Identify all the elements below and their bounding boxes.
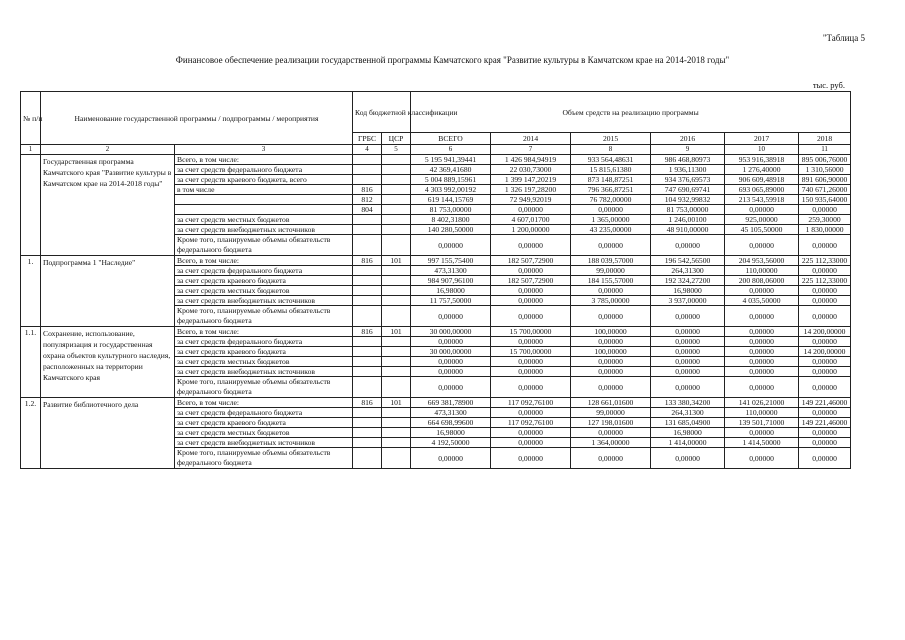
amount-total: 0,00000 [411, 235, 491, 256]
amount-2017: 0,00000 [725, 337, 799, 347]
table-header [21, 92, 851, 155]
amount-total: 984 907,96100 [411, 276, 491, 286]
amount-2014: 1 399 147,20219 [491, 175, 571, 185]
funding-source-label: за счет средств краевого бюджета [175, 418, 353, 428]
funding-source-label: Всего, в том числе: [175, 327, 353, 337]
amount-2016: 16,98000 [651, 428, 725, 438]
csr-code [382, 286, 411, 296]
column-number: 4 [353, 145, 382, 155]
amount-2018: 14 200,00000 [799, 327, 851, 337]
amount-2014: 0,00000 [491, 205, 571, 215]
amount-total: 4 303 992,00192 [411, 185, 491, 195]
grbs-code [353, 367, 382, 377]
amount-2018: 0,00000 [799, 296, 851, 306]
grbs-code [353, 438, 382, 448]
grbs-code [353, 448, 382, 469]
amount-2015: 184 155,57000 [571, 276, 651, 286]
amount-2018: 0,00000 [799, 377, 851, 398]
csr-code [382, 215, 411, 225]
funding-source-label: за счет средств внебюджетных источников [175, 438, 353, 448]
amount-total: 11 757,50000 [411, 296, 491, 306]
amount-2018: 0,00000 [799, 428, 851, 438]
funding-source-label: за счет средств краевого бюджета, всего [175, 175, 353, 185]
csr-code [382, 438, 411, 448]
grbs-code [353, 357, 382, 367]
amount-2015: 3 785,00000 [571, 296, 651, 306]
column-number: 10 [725, 145, 799, 155]
amount-2017: 1 414,50000 [725, 438, 799, 448]
funding-source-label: Всего, в том числе: [175, 256, 353, 266]
amount-2015: 100,00000 [571, 347, 651, 357]
amount-2018: 14 200,00000 [799, 347, 851, 357]
amount-total: 30 000,00000 [411, 327, 491, 337]
table-label: "Таблица 5 [822, 33, 865, 43]
amount-2016: 81 753,00000 [651, 205, 725, 215]
csr-code [382, 347, 411, 357]
column-number: 2 [41, 145, 175, 155]
amount-2018: 891 606,90000 [799, 175, 851, 185]
amount-total: 0,00000 [411, 337, 491, 347]
financing-table [20, 91, 851, 469]
amount-total: 42 369,41680 [411, 165, 491, 175]
amount-2016: 986 468,80973 [651, 155, 725, 165]
amount-total: 8 402,31800 [411, 215, 491, 225]
amount-2018: 225 112,33000 [799, 276, 851, 286]
grbs-code [353, 286, 382, 296]
grbs-code [353, 337, 382, 347]
column-number: 7 [491, 145, 571, 155]
amount-2018: 0,00000 [799, 306, 851, 327]
amount-2016: 0,00000 [651, 347, 725, 357]
amount-2017: 1 276,40000 [725, 165, 799, 175]
amount-2015: 0,00000 [571, 286, 651, 296]
grbs-code [353, 408, 382, 418]
amount-2018: 0,00000 [799, 357, 851, 367]
amount-2018: 0,00000 [799, 408, 851, 418]
amount-2014: 1 200,00000 [491, 225, 571, 235]
funding-source-label: за счет средств федерального бюджета [175, 408, 353, 418]
amount-2018: 0,00000 [799, 266, 851, 276]
csr-code [382, 337, 411, 347]
table-row [21, 398, 851, 408]
amount-2016: 0,00000 [651, 327, 725, 337]
amount-2016: 747 690,69741 [651, 185, 725, 195]
csr-code [382, 165, 411, 175]
amount-2015: 0,00000 [571, 337, 651, 347]
amount-2016: 48 910,00000 [651, 225, 725, 235]
csr-code [382, 448, 411, 469]
csr-code [382, 266, 411, 276]
csr-code [382, 408, 411, 418]
amount-2017: 0,00000 [725, 235, 799, 256]
amount-total: 4 192,50000 [411, 438, 491, 448]
csr-code: 101 [382, 327, 411, 337]
amount-2017: 906 609,48918 [725, 175, 799, 185]
grbs-code [353, 276, 382, 286]
amount-2014: 0,00000 [491, 367, 571, 377]
grbs-code: 816 [353, 327, 382, 337]
header-year-2018: 2018 [799, 133, 851, 145]
grbs-code: 812 [353, 195, 382, 205]
grbs-code: 816 [353, 256, 382, 266]
amount-2016: 264,31300 [651, 266, 725, 276]
funding-source-label: за счет средств федерального бюджета [175, 337, 353, 347]
csr-code [382, 367, 411, 377]
amount-2018: 1 830,00000 [799, 225, 851, 235]
amount-2018: 0,00000 [799, 448, 851, 469]
amount-2018: 225 112,33000 [799, 256, 851, 266]
funding-source-label: за счет средств внебюджетных источников [175, 296, 353, 306]
amount-2018: 740 671,26000 [799, 185, 851, 195]
amount-2018: 0,00000 [799, 205, 851, 215]
amount-2015: 0,00000 [571, 428, 651, 438]
row-number: 1.2. [21, 398, 41, 469]
amount-2017: 925,00000 [725, 215, 799, 225]
csr-code [382, 195, 411, 205]
csr-code [382, 377, 411, 398]
amount-2018: 895 006,76000 [799, 155, 851, 165]
funding-source-label: Кроме того, планируемые объемы обязательств федерального бюджета [175, 306, 353, 327]
grbs-code: 816 [353, 398, 382, 408]
amount-2016: 16,98000 [651, 286, 725, 296]
csr-code [382, 296, 411, 306]
column-number: 1 [21, 145, 41, 155]
program-name: Государственная программа Камчатского края "Развитие культуры в Камчатском крае на 2014-2018 годы" [41, 155, 175, 256]
funding-source-label: Кроме того, планируемые объемы обязательств федерального бюджета [175, 377, 353, 398]
amount-2015: 76 782,00000 [571, 195, 651, 205]
csr-code [382, 306, 411, 327]
column-number: 9 [651, 145, 725, 155]
column-numbers-row [21, 145, 851, 155]
grbs-code: 804 [353, 205, 382, 215]
amount-2018: 0,00000 [799, 337, 851, 347]
amount-2016: 934 376,69573 [651, 175, 725, 185]
row-number: 1. [21, 256, 41, 327]
header-year-2015: 2015 [571, 133, 651, 145]
amount-2015: 0,00000 [571, 357, 651, 367]
amount-2015: 128 661,01600 [571, 398, 651, 408]
csr-code [382, 225, 411, 235]
table-row [21, 155, 851, 165]
row-number: 1.1. [21, 327, 41, 398]
grbs-code [353, 266, 382, 276]
table-body [21, 155, 851, 469]
amount-total: 5 195 941,39441 [411, 155, 491, 165]
amount-total: 0,00000 [411, 306, 491, 327]
funding-source-label: Кроме того, планируемые объемы обязательств федерального бюджета [175, 448, 353, 469]
column-number: 8 [571, 145, 651, 155]
table-row [21, 327, 851, 337]
amount-2016: 3 937,00000 [651, 296, 725, 306]
amount-2018: 150 935,64000 [799, 195, 851, 205]
amount-total: 0,00000 [411, 367, 491, 377]
grbs-code [353, 175, 382, 185]
amount-2018: 1 310,56000 [799, 165, 851, 175]
amount-2017: 0,00000 [725, 327, 799, 337]
funding-source-label: за счет средств внебюджетных источников [175, 225, 353, 235]
units-label: тыс. руб. [812, 80, 845, 90]
amount-2015: 99,00000 [571, 266, 651, 276]
amount-2016: 196 542,56500 [651, 256, 725, 266]
grbs-code [353, 235, 382, 256]
header-num: № п/п [21, 92, 41, 145]
amount-2017: 204 953,56000 [725, 256, 799, 266]
amount-2015: 1 365,00000 [571, 215, 651, 225]
program-name: Сохранение, использование, популяризация и государственная охрана объектов культурного наследия, расположенных на территории Камчатского края [41, 327, 175, 398]
amount-2014: 0,00000 [491, 306, 571, 327]
grbs-code [353, 418, 382, 428]
column-number: 3 [175, 145, 353, 155]
amount-total: 16,98000 [411, 428, 491, 438]
header-total: ВСЕГО [411, 133, 491, 145]
amount-total: 81 753,00000 [411, 205, 491, 215]
amount-2014: 182 507,72900 [491, 256, 571, 266]
csr-code: 101 [382, 398, 411, 408]
amount-2016: 0,00000 [651, 377, 725, 398]
amount-2015: 15 815,61380 [571, 165, 651, 175]
amount-2016: 0,00000 [651, 367, 725, 377]
funding-source-label [175, 195, 353, 205]
amount-2014: 0,00000 [491, 428, 571, 438]
amount-2017: 0,00000 [725, 428, 799, 438]
funding-source-label: Всего, в том числе: [175, 155, 353, 165]
amount-2017: 0,00000 [725, 347, 799, 357]
funding-source-label: за счет средств краевого бюджета [175, 347, 353, 357]
column-number: 5 [382, 145, 411, 155]
amount-2014: 15 700,00000 [491, 327, 571, 337]
amount-2016: 1 246,00100 [651, 215, 725, 225]
amount-2014: 117 092,76100 [491, 398, 571, 408]
amount-2016: 0,00000 [651, 357, 725, 367]
amount-2015: 100,00000 [571, 327, 651, 337]
amount-2014: 117 092,76100 [491, 418, 571, 428]
amount-2014: 72 949,92019 [491, 195, 571, 205]
amount-2014: 0,00000 [491, 266, 571, 276]
amount-2015: 0,00000 [571, 205, 651, 215]
funding-source-label: в том числе [175, 185, 353, 195]
amount-2015: 1 364,00000 [571, 438, 651, 448]
amount-2018: 0,00000 [799, 286, 851, 296]
header-csr: ЦСР [382, 133, 411, 145]
header-name: Наименование государственной программы / подпрограммы / мероприятия [41, 92, 353, 145]
amount-2014: 0,00000 [491, 235, 571, 256]
amount-2016: 192 324,27200 [651, 276, 725, 286]
amount-2017: 45 105,50000 [725, 225, 799, 235]
funding-source-label [175, 205, 353, 215]
amount-2014: 0,00000 [491, 357, 571, 367]
amount-2015: 99,00000 [571, 408, 651, 418]
amount-2017: 0,00000 [725, 286, 799, 296]
amount-2016: 1 414,00000 [651, 438, 725, 448]
amount-2014: 22 030,73000 [491, 165, 571, 175]
program-name: Развитие библиотечного дела [41, 398, 175, 469]
amount-2018: 0,00000 [799, 438, 851, 448]
amount-2017: 0,00000 [725, 306, 799, 327]
funding-source-label: Всего, в том числе: [175, 398, 353, 408]
csr-code [382, 235, 411, 256]
grbs-code [353, 306, 382, 327]
amount-2017: 0,00000 [725, 448, 799, 469]
header-year-2014: 2014 [491, 133, 571, 145]
amount-2014: 0,00000 [491, 296, 571, 306]
csr-code [382, 428, 411, 438]
amount-2014: 0,00000 [491, 438, 571, 448]
amount-2014: 0,00000 [491, 408, 571, 418]
amount-2014: 0,00000 [491, 286, 571, 296]
amount-total: 669 381,78900 [411, 398, 491, 408]
amount-2017: 213 543,59918 [725, 195, 799, 205]
amount-total: 997 155,75400 [411, 256, 491, 266]
column-number: 6 [411, 145, 491, 155]
amount-total: 473,31300 [411, 266, 491, 276]
amount-2018: 0,00000 [799, 367, 851, 377]
amount-2015: 188 039,57000 [571, 256, 651, 266]
table-row [21, 256, 851, 266]
funding-source-label: за счет средств местных бюджетов [175, 286, 353, 296]
amount-total: 473,31300 [411, 408, 491, 418]
amount-2015: 43 235,00000 [571, 225, 651, 235]
amount-2015: 873 148,87251 [571, 175, 651, 185]
csr-code [382, 357, 411, 367]
amount-2015: 0,00000 [571, 306, 651, 327]
amount-2015: 0,00000 [571, 448, 651, 469]
funding-source-label: за счет средств местных бюджетов [175, 357, 353, 367]
header-year-2017: 2017 [725, 133, 799, 145]
amount-2016: 133 380,34200 [651, 398, 725, 408]
amount-2016: 0,00000 [651, 337, 725, 347]
column-number: 11 [799, 145, 851, 155]
amount-2014: 4 607,01700 [491, 215, 571, 225]
amount-total: 16,98000 [411, 286, 491, 296]
grbs-code [353, 155, 382, 165]
amount-total: 619 144,15769 [411, 195, 491, 205]
amount-2015: 0,00000 [571, 377, 651, 398]
amount-2015: 0,00000 [571, 235, 651, 256]
amount-2017: 953 916,38918 [725, 155, 799, 165]
amount-2018: 0,00000 [799, 235, 851, 256]
amount-total: 140 280,50000 [411, 225, 491, 235]
amount-2014: 0,00000 [491, 377, 571, 398]
amount-2015: 933 564,48631 [571, 155, 651, 165]
grbs-code [353, 225, 382, 235]
amount-2018: 149 221,46000 [799, 398, 851, 408]
amount-2014: 0,00000 [491, 448, 571, 469]
csr-code: 101 [382, 256, 411, 266]
grbs-code [353, 215, 382, 225]
grbs-code [353, 347, 382, 357]
header-volume: Объем средств на реализацию программы [411, 92, 851, 133]
amount-2014: 1 326 197,28200 [491, 185, 571, 195]
amount-2017: 200 808,06000 [725, 276, 799, 286]
amount-2014: 0,00000 [491, 337, 571, 347]
amount-2017: 0,00000 [725, 367, 799, 377]
grbs-code [353, 296, 382, 306]
document-title: Финансовое обеспечение реализации государственной программы Камчатского края "Развитие культуры в Камчатском крае на 2014-2018 годы" [175, 55, 730, 65]
grbs-code [353, 428, 382, 438]
amount-2015: 796 366,87251 [571, 185, 651, 195]
amount-2017: 110,00000 [725, 266, 799, 276]
amount-2015: 127 198,01600 [571, 418, 651, 428]
row-number [21, 155, 41, 256]
amount-total: 30 000,00000 [411, 347, 491, 357]
csr-code [382, 185, 411, 195]
amount-2017: 141 026,21000 [725, 398, 799, 408]
program-name: Подпрограмма 1 "Наследие" [41, 256, 175, 327]
funding-source-label: за счет средств местных бюджетов [175, 215, 353, 225]
amount-2016: 0,00000 [651, 235, 725, 256]
amount-2017: 693 065,89000 [725, 185, 799, 195]
amount-total: 0,00000 [411, 377, 491, 398]
amount-2017: 110,00000 [725, 408, 799, 418]
amount-2014: 1 426 984,94919 [491, 155, 571, 165]
amount-2017: 0,00000 [725, 357, 799, 367]
amount-2016: 264,31300 [651, 408, 725, 418]
amount-2018: 149 221,46000 [799, 418, 851, 428]
funding-source-label: за счет средств внебюджетных источников [175, 367, 353, 377]
grbs-code: 816 [353, 185, 382, 195]
funding-source-label: за счет средств местных бюджетов [175, 428, 353, 438]
amount-2014: 182 507,72900 [491, 276, 571, 286]
amount-total: 0,00000 [411, 357, 491, 367]
csr-code [382, 205, 411, 215]
amount-2016: 0,00000 [651, 306, 725, 327]
amount-total: 664 698,99600 [411, 418, 491, 428]
amount-2015: 0,00000 [571, 367, 651, 377]
header-code: Код бюджетной классификации [353, 92, 411, 133]
amount-2017: 0,00000 [725, 377, 799, 398]
amount-2014: 15 700,00000 [491, 347, 571, 357]
grbs-code [353, 165, 382, 175]
funding-source-label: за счет средств федерального бюджета [175, 165, 353, 175]
amount-2018: 259,30000 [799, 215, 851, 225]
csr-code [382, 418, 411, 428]
amount-2016: 104 932,99832 [651, 195, 725, 205]
csr-code [382, 155, 411, 165]
amount-2016: 131 685,04900 [651, 418, 725, 428]
csr-code [382, 175, 411, 185]
amount-total: 5 004 889,15961 [411, 175, 491, 185]
amount-2017: 139 501,71000 [725, 418, 799, 428]
amount-2017: 0,00000 [725, 205, 799, 215]
amount-2017: 4 035,50000 [725, 296, 799, 306]
funding-source-label: за счет средств краевого бюджета [175, 276, 353, 286]
grbs-code [353, 377, 382, 398]
header-year-2016: 2016 [651, 133, 725, 145]
header-grbs: ГРБС [353, 133, 382, 145]
csr-code [382, 276, 411, 286]
funding-source-label: Кроме того, планируемые объемы обязательств федерального бюджета [175, 235, 353, 256]
amount-total: 0,00000 [411, 448, 491, 469]
funding-source-label: за счет средств федерального бюджета [175, 266, 353, 276]
amount-2016: 1 936,11300 [651, 165, 725, 175]
amount-2016: 0,00000 [651, 448, 725, 469]
